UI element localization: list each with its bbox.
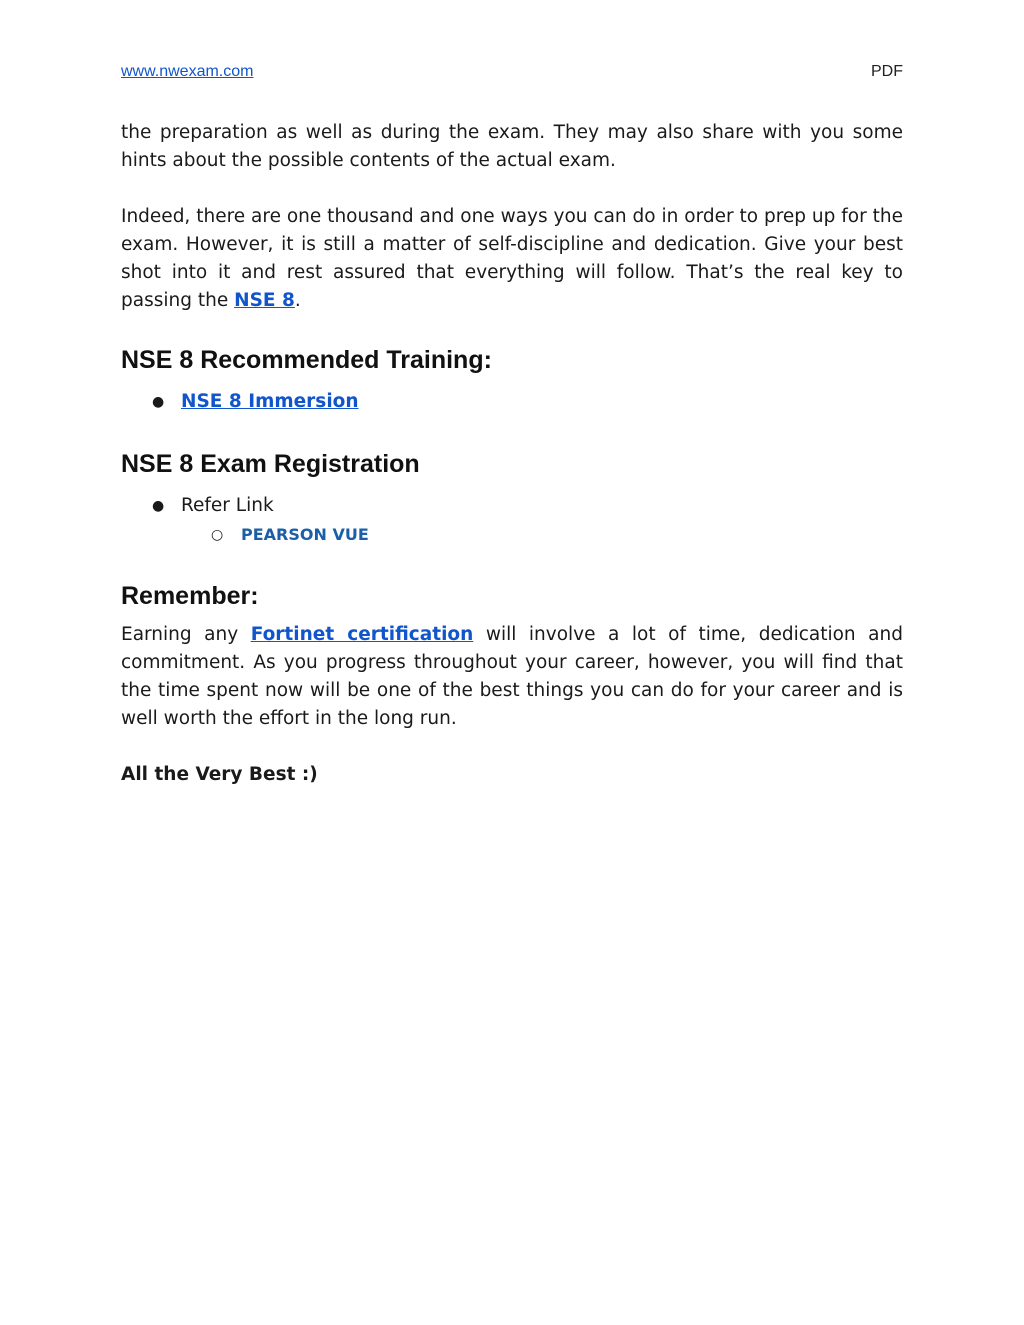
registration-heading: NSE 8 Exam Registration (121, 450, 420, 478)
remember-paragraph (121, 621, 903, 733)
registration-list (121, 491, 903, 549)
intro-paragraph-2 (121, 203, 903, 315)
list-item (121, 521, 903, 549)
bullet-icon: ● (152, 394, 165, 410)
registration-sublist (181, 521, 903, 549)
remember-text-before: Earning any (121, 624, 251, 645)
nse8-immersion-link[interactable]: NSE 8 Immersion (181, 391, 359, 412)
page-content (121, 119, 903, 789)
intro-paragraph-2-end: . (294, 290, 301, 311)
nse8-link[interactable]: NSE 8 (234, 290, 295, 311)
intro-paragraph-1: the preparation as well as during the exam. They may also share with you some hints about the possible contents of the actual exam. (121, 122, 903, 171)
refer-link-label: Refer Link (181, 495, 274, 516)
list-item (121, 491, 903, 549)
site-link[interactable]: www.nwexam.com (121, 63, 254, 80)
pearson-vue-link[interactable]: PEARSON VUE (241, 525, 369, 544)
remember-text-after: will involve a lot of time, dedication and commitment. As you progress throughout your career, however, you will find that the time spent now will be one of the best things you can do for your career and is well worth the effort in the long run. (121, 624, 903, 729)
remember-heading: Remember: (121, 582, 259, 610)
pdf-label: PDF (871, 63, 903, 80)
intro-paragraph-2-text: Indeed, there are one thousand and one ways you can do in order to prep up for the exam. However, it is still a matter of self-discipline and dedication. Give your best shot into it and rest assured that everything will follow. That’s the real key to passing the (121, 206, 903, 311)
fortinet-certification-link[interactable]: Fortinet certification (250, 624, 474, 645)
list-item (121, 387, 903, 417)
bullet-icon: ● (152, 498, 165, 514)
closing-text: All the Very Best :) (121, 764, 318, 785)
training-heading: NSE 8 Recommended Training: (121, 346, 492, 374)
training-list (121, 387, 903, 417)
page-header (121, 63, 903, 81)
hollow-bullet-icon: ○ (211, 527, 224, 543)
